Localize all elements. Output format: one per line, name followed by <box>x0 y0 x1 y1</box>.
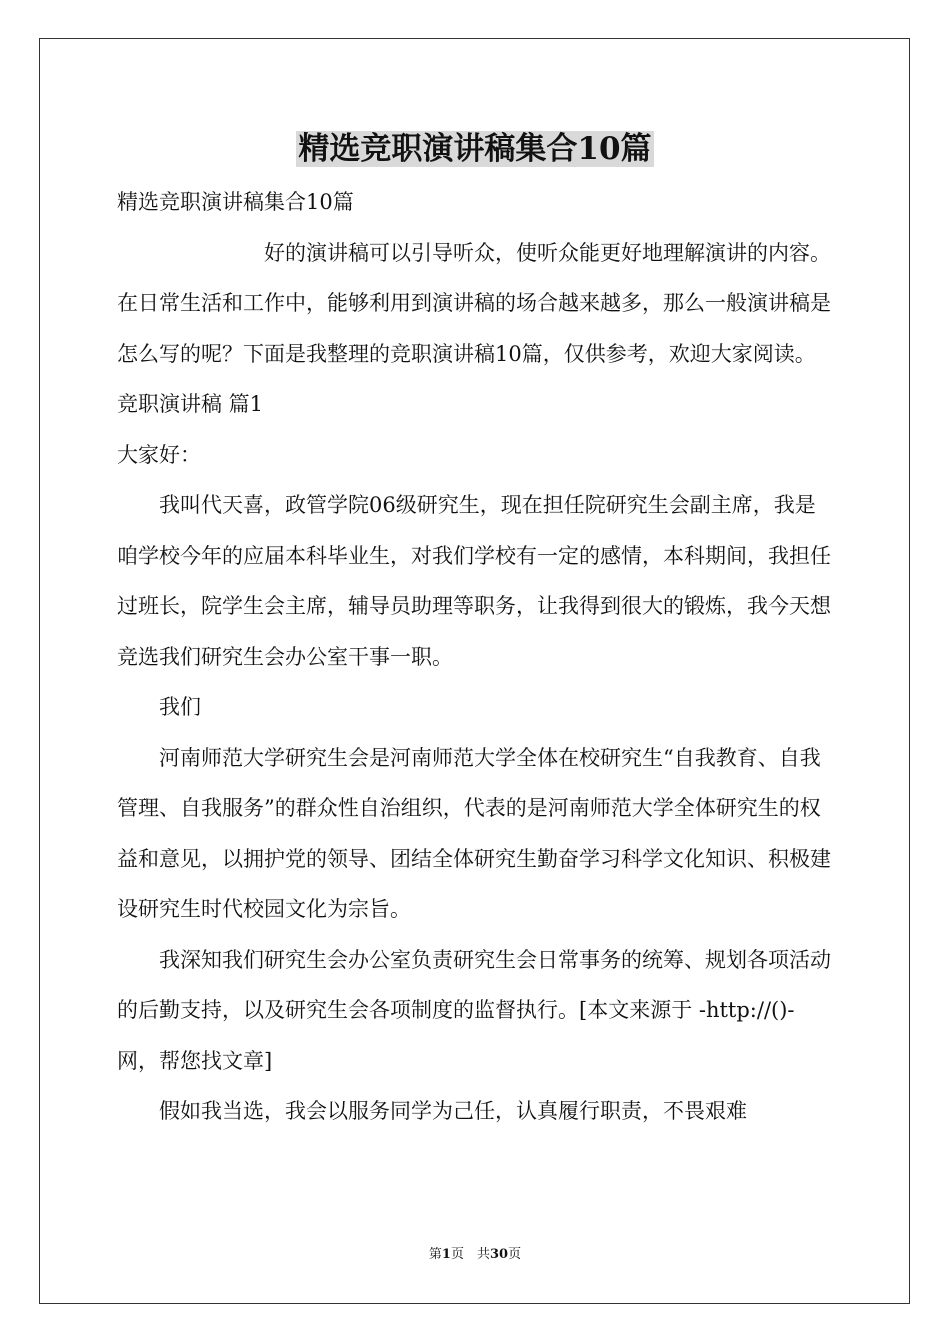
body-paragraph: 我叫代天喜，政管学院06级研究生，现在担任院研究生会副主席，我是咱学校今年的应届本科毕业生，对我们学校有一定的感情，本科期间，我担任过班长，院学生会主席，辅导员助理等职务，让我得到很大的锻炼，我今天想竞选我们研究生会办公室干事一职。 <box>117 493 831 669</box>
greeting: 大家好： <box>117 442 201 467</box>
body-paragraph: 我们 <box>159 695 201 719</box>
section-heading: 竞职演讲稿 篇1 <box>117 392 264 416</box>
document-title-text: 精选竞职演讲稿集合10篇 <box>298 131 652 167</box>
document-body <box>117 177 833 1137</box>
intro-paragraph: 好的演讲稿可以引导听众，使听众能更好地理解演讲的内容。在日常生活和工作中，能够利用到演讲稿的场合越来越多，那么一般演讲稿是怎么写的呢？下面是我整理的竞职演讲稿10篇，仅供参考，欢迎大家阅读。 <box>117 240 831 366</box>
body-paragraph: 假如我当选，我会以服务同学为己任，认真履行职责，不畏艰难 <box>159 1099 747 1123</box>
document-title <box>0 128 950 170</box>
page-suffix: 页 <box>508 1247 522 1262</box>
document-subtitle: 精选竞职演讲稿集合10篇 <box>117 190 354 214</box>
page-prefix: 第 <box>428 1247 442 1262</box>
body-paragraph: 我深知我们研究生会办公室负责研究生会日常事务的统筹、规划各项活动的后勤支持，以及研究生会各项制度的监督执行。[本文来源于 -http://()-网，帮您找文章] <box>117 947 831 1073</box>
page-mid: 页 共 <box>450 1247 490 1262</box>
page-total: 30 <box>489 1247 509 1262</box>
page-current: 1 <box>441 1247 451 1262</box>
page-footer <box>0 1246 950 1264</box>
body-paragraph: 河南师范大学研究生会是河南师范大学全体在校研究生“自我教育、自我管理、自我服务”的群众性自治组织，代表的是河南师范大学全体研究生的权益和意见，以拥护党的领导、团结全体研究生勤奋学习科学文化知识、积极建设研究生时代校园文化为宗旨。 <box>117 745 831 921</box>
